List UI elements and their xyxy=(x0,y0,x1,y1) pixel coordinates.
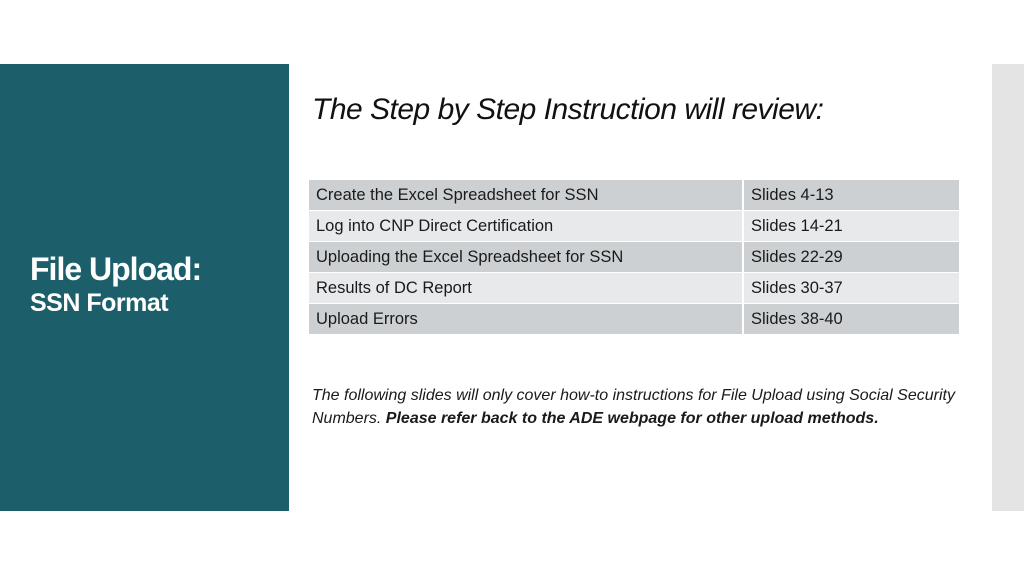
decorative-strip xyxy=(992,64,1024,511)
row-topic: Log into CNP Direct Certification xyxy=(309,211,743,242)
section-title-sub: SSN Format xyxy=(30,289,169,317)
table-row xyxy=(309,180,959,211)
row-slides: Slides 14-21 xyxy=(743,211,959,242)
row-slides: Slides 22-29 xyxy=(743,242,959,273)
table-row xyxy=(309,273,959,304)
contents-table xyxy=(309,180,959,335)
instruction-note xyxy=(312,384,962,430)
row-topic: Upload Errors xyxy=(309,304,743,335)
row-topic: Results of DC Report xyxy=(309,273,743,304)
note-text: The following slides will only cover how-to instructions for File Upload using Social Security Numbers. xyxy=(312,387,955,427)
row-topic: Uploading the Excel Spreadsheet for SSN xyxy=(309,242,743,273)
row-slides: Slides 4-13 xyxy=(743,180,959,211)
table-row xyxy=(309,242,959,273)
table-row xyxy=(309,211,959,242)
row-topic: Create the Excel Spreadsheet for SSN xyxy=(309,180,743,211)
note-emphasis: Please refer back to the ADE webpage for other upload methods. xyxy=(385,410,879,427)
row-slides: Slides 38-40 xyxy=(743,304,959,335)
section-title-main: File Upload: xyxy=(30,251,202,287)
section-title xyxy=(30,250,280,318)
content-heading: The Step by Step Instruction will review: xyxy=(312,93,824,126)
table-row xyxy=(309,304,959,335)
row-slides: Slides 30-37 xyxy=(743,273,959,304)
